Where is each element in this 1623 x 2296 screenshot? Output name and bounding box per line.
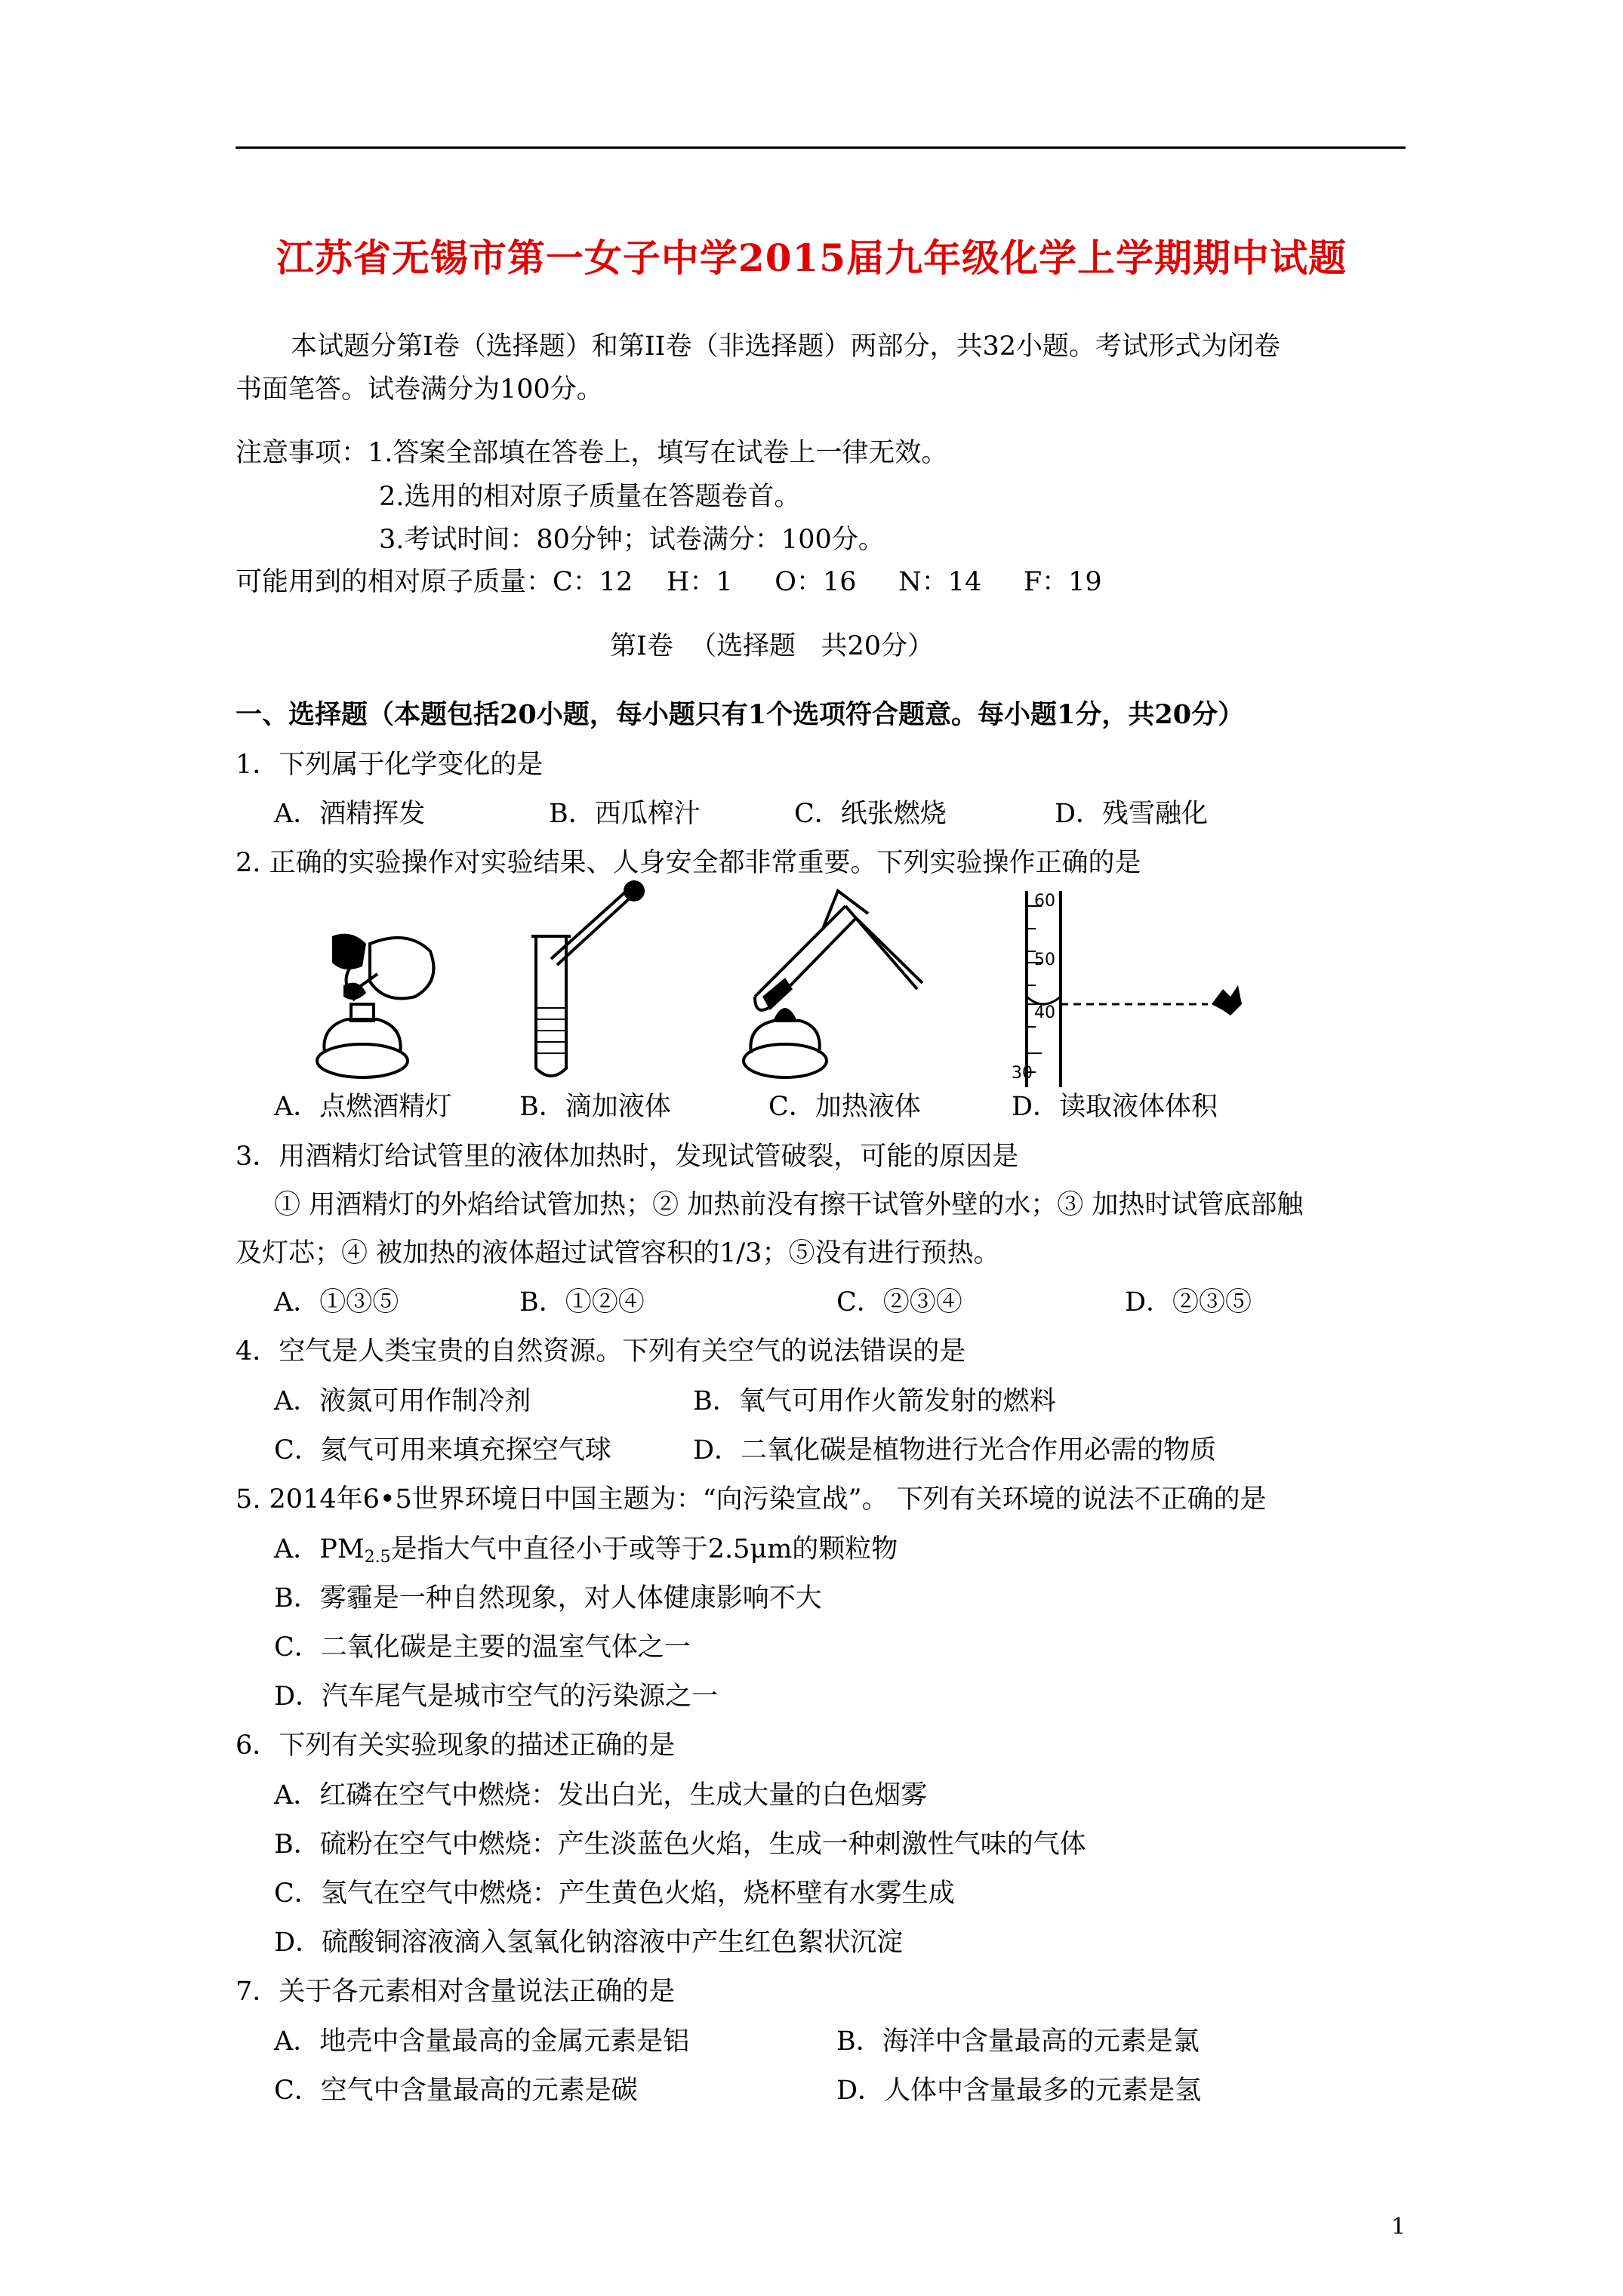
intro-line-2: 书面笔答。试卷满分为100分。	[236, 374, 603, 405]
notes-line-1: 注意事项：1.答案全部填在答卷上，填写在试卷上一律无效。	[236, 438, 948, 468]
q2-stem: 2. 正确的实验操作对实验结果、人身安全都非常重要。下列实验操作正确的是	[236, 848, 1141, 878]
section-heading: 一、选择题（本题包括20小题，每小题只有1个选项符合题意。每小题1分，共20分）	[236, 699, 1245, 730]
q5-option-d: D．汽车尾气是城市空气的污染源之一	[274, 1681, 719, 1712]
q1-option-a: A．酒精挥发	[274, 799, 426, 829]
q3-option-d: D．②③⑤	[1125, 1287, 1252, 1318]
q5-stem: 5. 2014年6•5世界环境日中国主题为：“向污染宣战”。 下列有关环境的说法不正确的是	[236, 1484, 1267, 1515]
header-rule	[236, 146, 1406, 149]
q4-stem: 4．空气是人类宝贵的自然资源。下列有关空气的说法错误的是	[236, 1336, 966, 1367]
q2-option-b: B．滴加液体	[519, 1092, 671, 1122]
q3-option-c: C．②③④	[836, 1287, 962, 1318]
q5-option-b: B．雾霾是一种自然现象，对人体健康影响不大	[274, 1583, 822, 1613]
page-number: 1	[1391, 2214, 1406, 2240]
figure-light-lamp	[279, 921, 453, 1087]
q5-option-a-subscript: 2.5	[364, 1548, 391, 1567]
figure-drop-liquid	[521, 876, 657, 1087]
q5-option-a-prefix: A．PM	[274, 1534, 365, 1564]
q5-option-c: C．二氧化碳是主要的温室气体之一	[274, 1632, 691, 1663]
q3-option-b: B．①②④	[519, 1287, 645, 1318]
intro-line-1: 本试题分第Ⅰ卷（选择题）和第II卷（非选择题）两部分，共32小题。考试形式为闭卷	[291, 331, 1281, 362]
q2-option-c: C．加热液体	[768, 1092, 921, 1122]
q1-option-b: B．西瓜榨汁	[549, 799, 701, 829]
scale-label-60: 60	[1034, 892, 1055, 911]
q1-option-d: D．残雪融化	[1055, 799, 1209, 829]
q3-line-1: ① 用酒精灯的外焰给试管加热；② 加热前没有擦干试管外壁的水；③ 加热时试管底部触	[274, 1190, 1304, 1220]
q3-option-a: A．①③⑤	[274, 1287, 399, 1318]
q5-option-a-text: 是指大气中直径小于或等于2.5μm的颗粒物	[390, 1534, 898, 1564]
q1-stem: 1．下列属于化学变化的是	[236, 750, 544, 780]
scale-label-50: 50	[1034, 951, 1055, 969]
q7-option-d: D．人体中含量最多的元素是氢	[836, 2076, 1202, 2106]
atomic-mass-line: 可能用到的相对原子质量：C：12 H：1 O：16 N：14 F：19	[236, 567, 1102, 597]
q7-stem: 7．关于各元素相对含量说法正确的是	[236, 1977, 676, 2007]
q7-option-b: B．海洋中含量最高的元素是氯	[836, 2026, 1200, 2057]
q7-option-c: C．空气中含量最高的元素是碳	[274, 2076, 638, 2106]
q4-option-a: A．液氮可用作制冷剂	[274, 1386, 531, 1416]
q4-option-b: B．氧气可用作火箭发射的燃料	[693, 1386, 1056, 1416]
q4-option-c: C．氦气可用来填充探空气球	[274, 1435, 611, 1465]
q6-option-d: D．硫酸铜溶液滴入氢氧化钠溶液中产生红色絮状沉淀	[274, 1928, 904, 1958]
q7-option-a: A．地壳中含量最高的金属元素是铝	[274, 2026, 690, 2057]
notes-line-3: 3.考试时间：80分钟；试卷满分：100分。	[379, 525, 885, 555]
q3-line-2: 及灯芯；④ 被加热的液体超过试管容积的1/3；⑤没有进行预热。	[236, 1238, 1000, 1268]
section-title: 第Ⅰ卷 （选择题 共20分）	[610, 631, 934, 661]
notes-line-2: 2.选用的相对原子质量在答题卷首。	[379, 482, 801, 512]
exam-title: 江苏省无锡市第一女子中学2015届九年级化学上学期期中试题	[276, 236, 1347, 280]
q4-option-d: D．二氧化碳是植物进行光合作用必需的物质	[693, 1435, 1217, 1465]
q2-option-d: D．读取液体体积	[1012, 1092, 1218, 1122]
q6-option-b: B．硫粉在空气中燃烧：产生淡蓝色火焰，生成一种刺激性气味的气体	[274, 1829, 1086, 1860]
scale-label-30: 30	[1012, 1064, 1033, 1083]
q6-option-c: C．氢气在空气中燃烧：产生黄色火焰，烧杯壁有水雾生成	[274, 1878, 955, 1909]
scale-label-40: 40	[1034, 1003, 1055, 1022]
q3-stem: 3．用酒精灯给试管里的液体加热时，发现试管破裂，可能的原因是	[236, 1142, 1019, 1172]
figure-heat-liquid	[732, 883, 929, 1087]
q6-stem: 6．下列有关实验现象的描述正确的是	[236, 1730, 676, 1761]
q1-option-c: C．纸张燃烧	[794, 799, 947, 829]
q6-option-a: A．红磷在空气中燃烧：发出白光，生成大量的白色烟雾	[274, 1780, 928, 1811]
q2-option-a: A．点燃酒精灯	[274, 1092, 452, 1122]
q5-option-a	[274, 1533, 898, 1574]
figure-read-volume	[1012, 883, 1253, 1087]
